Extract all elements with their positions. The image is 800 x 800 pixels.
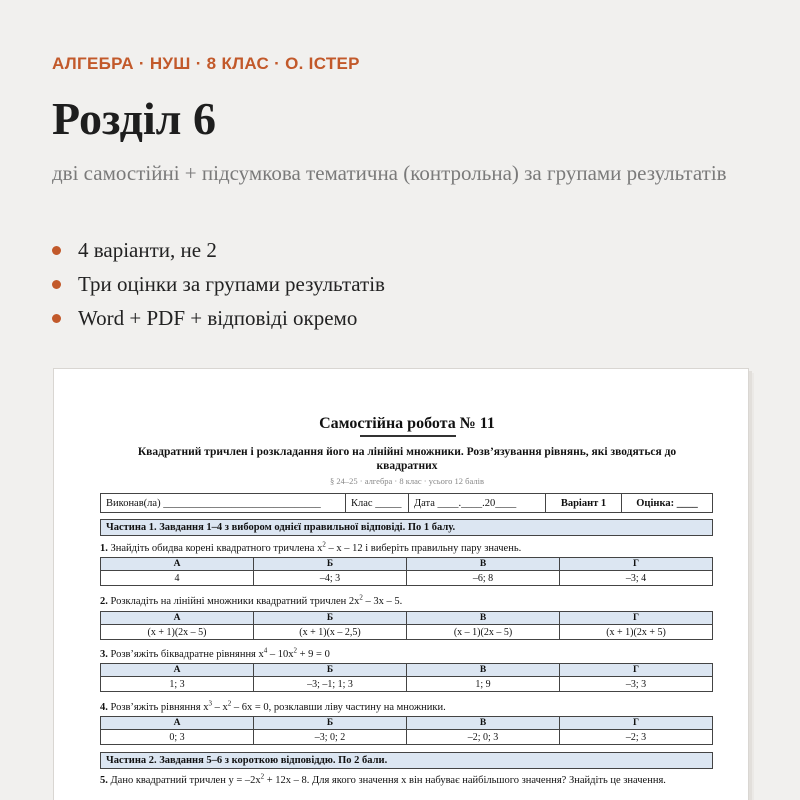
exponent: 2 <box>359 593 363 602</box>
question-text: + 9 = 0 <box>297 649 330 660</box>
option-header: В <box>407 664 560 677</box>
answer-options-3 <box>100 663 713 692</box>
option-header: Г <box>560 558 713 571</box>
option-value: (x + 1)(x – 2,5) <box>254 625 407 640</box>
option-value: –3; 3 <box>560 677 713 692</box>
question-text: + 12x – 8. Для якого значення x він набуває найбільшого значення? Знайдіть це значення. <box>264 775 666 786</box>
question-text: Дано квадратний тричлен y = –2x <box>110 775 261 786</box>
question-5 <box>100 774 713 787</box>
option-value: –2; 3 <box>560 730 713 745</box>
answer-options-4 <box>100 716 713 745</box>
grade-field: Оцінка: ____ <box>636 497 698 509</box>
part-1-header: Частина 1. Завдання 1–4 з вибором однієї правильної відповіді. По 1 балу. <box>100 519 713 536</box>
option-header: А <box>101 612 254 625</box>
document-preview <box>53 368 749 800</box>
question-text: – 3x – 5. <box>362 596 403 607</box>
section-title: Розділ 6 <box>52 93 216 144</box>
option-value: –3; 0; 2 <box>254 730 407 745</box>
question-number: 5. <box>100 775 108 786</box>
question-text: Розв’яжіть рівняння x <box>110 702 209 713</box>
feature-list <box>52 233 385 335</box>
title-underline <box>360 435 456 437</box>
bullet-dot-icon <box>52 314 61 323</box>
bullet-dot-icon <box>52 246 61 255</box>
bullet-dot-icon <box>52 280 61 289</box>
question-text: – x – 12 і виберіть правильну пару значень. <box>325 543 522 554</box>
option-header: А <box>101 717 254 730</box>
question-1 <box>100 542 713 555</box>
option-value: –3; 4 <box>560 571 713 586</box>
option-header: Б <box>254 612 407 625</box>
question-text: – x <box>211 702 228 713</box>
part-2-header: Частина 2. Завдання 5–6 з короткою відповіддю. По 2 бали. <box>100 752 713 769</box>
exponent: 4 <box>263 646 268 655</box>
question-number: 4. <box>100 702 108 713</box>
exponent: 2 <box>293 646 298 655</box>
subject-kicker: АЛГЕБРА · НУШ · 8 КЛАС · О. ІСТЕР <box>52 54 360 73</box>
answer-options-2 <box>100 611 713 640</box>
option-header: Б <box>254 558 407 571</box>
exponent: 2 <box>322 540 326 549</box>
question-number: 2. <box>100 596 108 607</box>
option-value: 1; 3 <box>101 677 254 692</box>
option-header: Г <box>560 717 713 730</box>
question-4 <box>100 701 713 714</box>
exponent: 3 <box>208 699 212 708</box>
class-field: Клас _____ <box>346 494 409 512</box>
date-field: Дата ____.____.20____ <box>409 494 546 512</box>
variant-label: Варіант 1 <box>546 494 622 512</box>
feature-item <box>52 267 385 301</box>
option-header: В <box>407 717 560 730</box>
document-title: Самостійна робота № 11 <box>319 415 495 432</box>
option-value: 1; 9 <box>407 677 560 692</box>
question-text: Знайдіть обидва корені квадратного тричлена x <box>110 543 323 554</box>
option-value: (x – 1)(2x – 5) <box>407 625 560 640</box>
question-number: 3. <box>100 649 108 660</box>
question-2 <box>100 595 713 608</box>
option-header: Б <box>254 717 407 730</box>
student-info-row <box>100 493 713 513</box>
question-text: – 10x <box>267 649 294 660</box>
option-value: –4; 3 <box>254 571 407 586</box>
option-header: Б <box>254 664 407 677</box>
feature-text: Word + PDF + відповіді окремо <box>78 305 358 330</box>
feature-text: Три оцінки за групами результатів <box>78 271 385 296</box>
option-value: 4 <box>101 571 254 586</box>
option-header: В <box>407 612 560 625</box>
option-value: –2; 0; 3 <box>407 730 560 745</box>
question-text: Розв’яжіть біквадратне рівняння x <box>110 649 264 660</box>
exponent: 2 <box>227 699 232 708</box>
feature-item <box>52 301 385 335</box>
option-header: В <box>407 558 560 571</box>
option-header: А <box>101 664 254 677</box>
option-value: (x + 1)(2x – 5) <box>101 625 254 640</box>
answer-options-1 <box>100 557 713 586</box>
option-value: (x + 1)(2x + 5) <box>560 625 713 640</box>
question-number: 1. <box>100 543 108 554</box>
feature-text: 4 варіанти, не 2 <box>78 237 217 262</box>
question-text: Розкладіть на лінійні множники квадратний тричлен 2x <box>110 596 360 607</box>
option-value: –6; 8 <box>407 571 560 586</box>
document-subtitle: Квадратний тричлен і розкладання його на лінійні множники. Розв’язування рівнянь, які зводяться до квадратних <box>137 446 677 472</box>
option-value: –3; –1; 1; 3 <box>254 677 407 692</box>
document-meta: § 24–25 · алгебра · 8 клас · усього 12 балів <box>330 476 484 486</box>
option-header: А <box>101 558 254 571</box>
feature-item <box>52 233 385 267</box>
exponent: 2 <box>260 772 265 781</box>
name-field: Виконав(ла) ______________________________ <box>101 494 346 512</box>
section-subtitle: дві самостійні + підсумкова тематична (контрольна) за групами результатів <box>52 161 727 185</box>
option-value: 0; 3 <box>101 730 254 745</box>
question-3 <box>100 648 713 661</box>
question-text: – 6x = 0, розклавши ліву частину на множники. <box>231 702 446 713</box>
option-header: Г <box>560 664 713 677</box>
option-header: Г <box>560 612 713 625</box>
